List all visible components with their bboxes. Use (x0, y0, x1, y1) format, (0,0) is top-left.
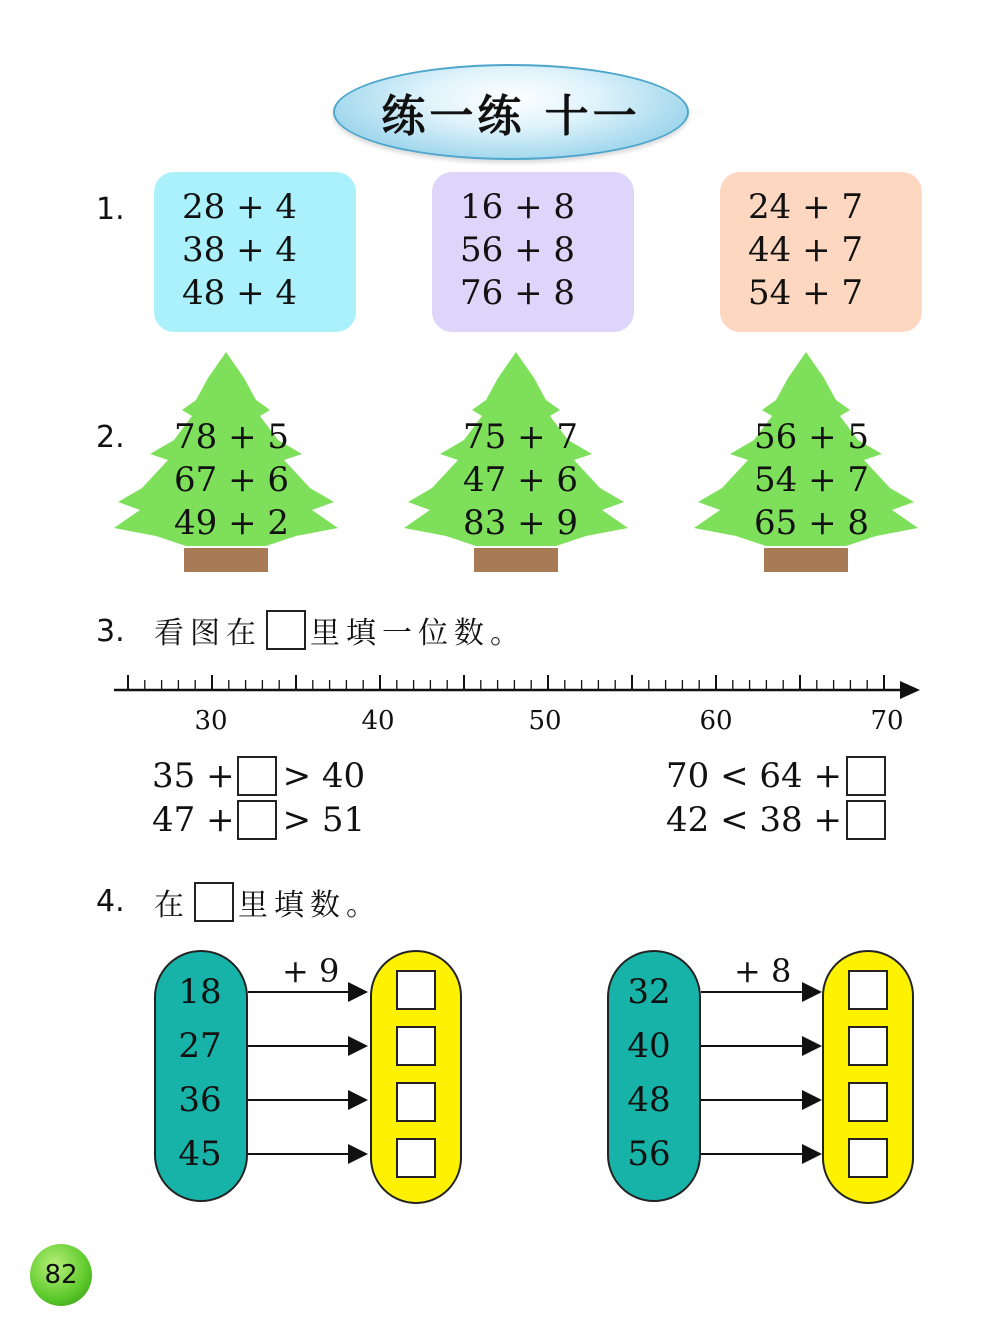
number-line-arrow-icon (900, 681, 920, 699)
q4-instruction-before: 在 (154, 888, 190, 923)
answer-box[interactable] (237, 756, 277, 796)
q3-right-row-2 (666, 800, 886, 840)
q2-tree-1-exprs (174, 416, 289, 545)
q3-left-row-2 (152, 800, 365, 840)
tree-pot (184, 548, 268, 572)
q1-expr: 38 + 4 (182, 230, 297, 270)
q1-expr: 24 + 7 (748, 187, 863, 227)
q1-group-2 (432, 172, 634, 332)
q1-number: 1. (96, 192, 125, 227)
q2-tree-3-exprs (754, 416, 869, 545)
q1-expr: 76 + 8 (460, 273, 575, 313)
q1-expr: 54 + 7 (748, 273, 863, 313)
q1-expr: 28 + 4 (182, 187, 297, 227)
page-number: 82 (44, 1260, 78, 1290)
input-number: 32 (627, 972, 671, 1012)
q1-expr: 44 + 7 (748, 230, 863, 270)
answer-box[interactable] (237, 800, 277, 840)
input-number: 56 (627, 1134, 671, 1174)
instruction-box-icon (194, 882, 234, 922)
q1-expr: 56 + 8 (460, 230, 575, 270)
q2-expr: 75 + 7 (463, 417, 578, 457)
cmp-suffix: > 51 (282, 800, 366, 840)
input-number: 40 (627, 1026, 671, 1066)
q1-expr: 16 + 8 (460, 187, 575, 227)
q3-instruction-after: 里填一位数。 (310, 616, 526, 651)
q2-expr: 65 + 8 (754, 503, 869, 543)
q2-expr: 54 + 7 (754, 460, 869, 500)
tick-label: 40 (361, 706, 395, 736)
input-number: 27 (178, 1026, 222, 1066)
q1-group-3 (720, 172, 922, 332)
q4-number: 4. (96, 884, 125, 919)
q1-expr: 48 + 4 (182, 273, 297, 313)
q1-group-1 (154, 172, 356, 332)
q2-expr: 83 + 9 (463, 503, 578, 543)
tick-label: 60 (699, 706, 733, 736)
q3-left-row-1 (152, 756, 365, 796)
cmp-prefix: 70 < 64 + (666, 756, 842, 796)
q4-instruction-after: 里填数。 (238, 888, 382, 923)
operation-label: + 8 (734, 952, 792, 990)
answer-box[interactable] (846, 756, 886, 796)
cmp-prefix: 42 < 38 + (666, 800, 842, 840)
q3-right-row-1 (666, 756, 886, 796)
tick-label: 70 (870, 706, 904, 736)
cmp-prefix: 47 + (152, 800, 235, 840)
q2-expr: 67 + 6 (174, 460, 289, 500)
cmp-prefix: 35 + (152, 756, 235, 796)
q3-instruction (154, 608, 526, 652)
input-number: 18 (178, 972, 222, 1012)
input-number: 45 (178, 1134, 222, 1174)
q2-expr: 78 + 5 (174, 417, 289, 457)
input-number: 48 (627, 1080, 671, 1120)
q2-expr: 56 + 5 (754, 417, 869, 457)
tick-label: 30 (194, 706, 228, 736)
cmp-suffix: > 40 (282, 756, 366, 796)
page-title: 练一练 十一 (381, 91, 641, 142)
tree-pot (474, 548, 558, 572)
page-number-badge (30, 1244, 92, 1306)
answer-box[interactable] (846, 800, 886, 840)
operation-label: + 9 (282, 952, 340, 990)
q2-tree-2-exprs (463, 416, 578, 545)
number-line (0, 670, 1000, 710)
q3-number: 3. (96, 614, 125, 649)
tree-pot (764, 548, 848, 572)
q2-expr: 47 + 6 (463, 460, 578, 500)
input-number: 36 (178, 1080, 222, 1120)
instruction-box-icon (266, 610, 306, 650)
q3-instruction-before: 看图在 (154, 616, 262, 651)
q2-number: 2. (96, 420, 125, 455)
q2-expr: 49 + 2 (174, 503, 289, 543)
q4-instruction (154, 880, 382, 924)
tick-label: 50 (528, 706, 562, 736)
arrows-layer (0, 960, 1000, 1180)
title-banner (333, 64, 689, 160)
